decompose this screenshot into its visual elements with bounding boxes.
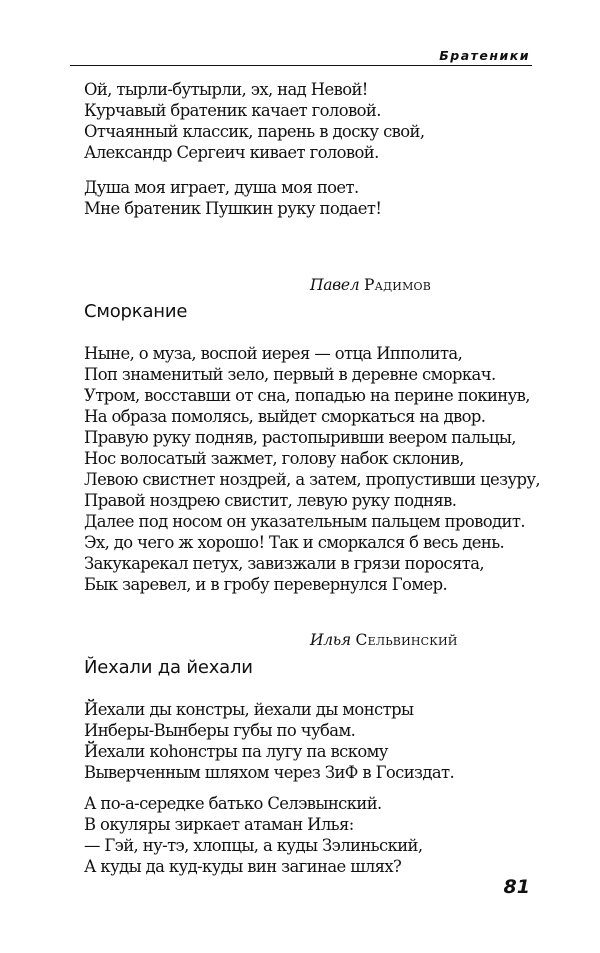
poem-line: Курчавый братеник качает головой. (84, 101, 381, 120)
author-last-name: Радимов (363, 276, 432, 294)
poem-line: Нос волосатый зажмет, голову набок склонив, (84, 449, 464, 468)
stanza (84, 793, 422, 877)
poem-line: Эх, до чего ж хорошо! Так и сморкался б весь день. (84, 533, 505, 552)
poem-line: Правой ноздрею свистит, левую руку подняв. (84, 491, 457, 510)
poem-line: Инберы-Вынберы губы по чубам. (84, 721, 356, 740)
poem-body (84, 343, 540, 595)
poem-line: Бык заревел, и в гробу перевернулся Гомер. (84, 575, 448, 594)
poem-line: Ой, тырли-бутырли, эх, над Невой! (84, 80, 368, 99)
poem-line: Закукарекал петух, завизжали в грязи поросята, (84, 554, 484, 573)
author-first-name: Илья (310, 631, 351, 649)
poem-line: Мне братеник Пушкин руку подает! (84, 199, 382, 218)
poem-line: Йехали ды констры, йехали ды монстры (84, 700, 414, 719)
poem-line: А куды да куд-куды вин загинае шлях? (84, 857, 402, 876)
stanza (84, 699, 454, 783)
poem-line: Душа моя играет, душа моя поет. (84, 178, 359, 197)
poem-line: Александр Сергеич кивает головой. (84, 143, 379, 162)
poem-line: Отчаянный классик, парень в доску свой, (84, 122, 425, 141)
stanza (84, 79, 425, 163)
poem-line: Далее под носом он указательным пальцем проводит. (84, 512, 525, 531)
author-first-name: Павел (310, 276, 360, 294)
poem-title: Сморкание (84, 301, 188, 322)
author-last-name: Сельвинский (355, 631, 458, 649)
author-name (310, 631, 458, 649)
poem-line: Левою свистнет ноздрей, а затем, пропустивши цезуру, (84, 470, 541, 489)
poem-title: Йехали да йехали (84, 657, 253, 678)
poem-line: На образа помолясь, выйдет сморкаться на двор. (84, 407, 486, 426)
poem-line: Выверченным шляхом через ЗиФ в Госиздат. (84, 763, 455, 782)
stanza (84, 177, 381, 219)
page-number: 81 (503, 876, 530, 898)
poem-line: Утром, восставши от сна, попадью на перине покинув, (84, 386, 530, 405)
poem-line: Правую руку подняв, растопыривши веером пальцы, (84, 428, 516, 447)
poem-line: Поп знаменитый зело, первый в деревне сморкач. (84, 365, 496, 384)
poem-line: А по-а-середке батько Селэвынский. (84, 794, 382, 813)
author-name (310, 276, 431, 294)
poem-line: — Гэй, ну-тэ, хлопцы, а куды Зэлиньский, (84, 836, 423, 855)
running-head: Братеники (439, 48, 530, 63)
header-rule (70, 65, 532, 66)
poem-line: Йехали коhонстры па лугу па вскому (84, 742, 388, 761)
poem-line: Ныне, о муза, воспой иерея — отца Ипполита, (84, 344, 463, 363)
poem-line: В окуляры зиркает атаман Илья: (84, 815, 354, 834)
